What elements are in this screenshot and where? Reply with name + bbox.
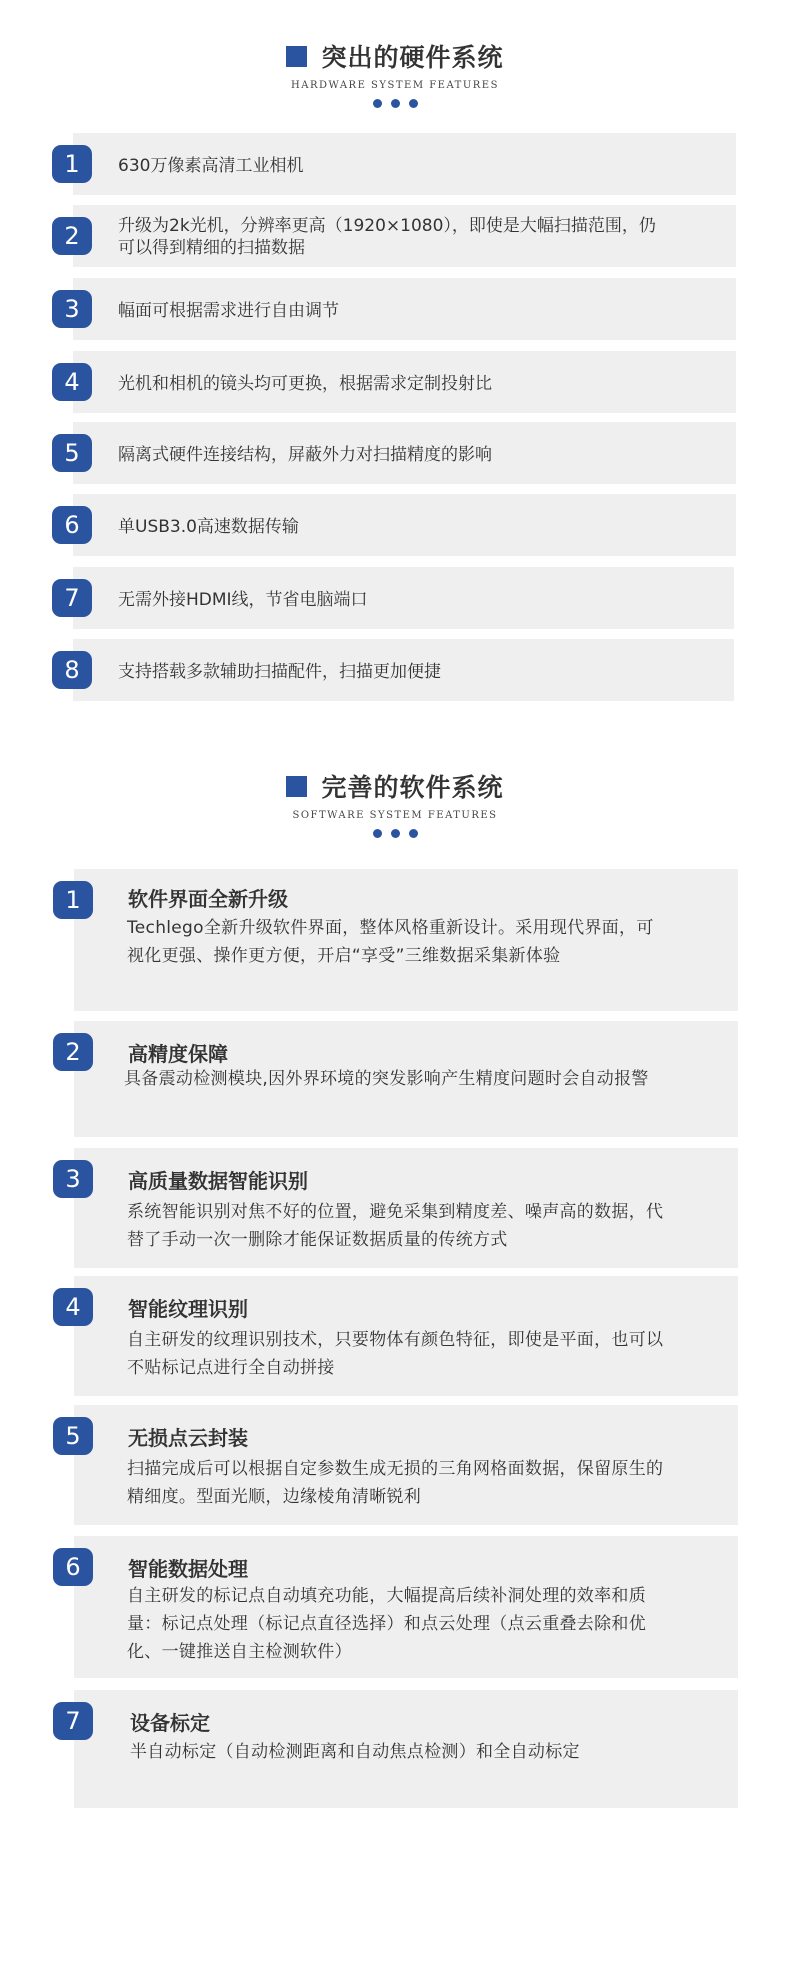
hardware-item bbox=[0, 205, 790, 267]
number-badge: 2 bbox=[52, 217, 92, 255]
software-item-title: 智能数据处理 bbox=[128, 1557, 248, 1581]
hardware-item-text: 光机和相机的镜头均可更换，根据需求定制投射比 bbox=[118, 374, 492, 394]
hardware-item-text: 单USB3.0高速数据传输 bbox=[118, 517, 299, 537]
software-subtitle: SOFTWARE SYSTEM FEATURES bbox=[292, 810, 498, 821]
hardware-subtitle: HARDWARE SYSTEM FEATURES bbox=[291, 80, 499, 91]
hardware-item bbox=[0, 278, 790, 340]
hardware-item bbox=[0, 422, 790, 484]
title-square-icon bbox=[286, 46, 307, 67]
hardware-item-text: 支持搭载多款辅助扫描配件，扫描更加便捷 bbox=[118, 662, 441, 682]
software-item-desc: 半自动标定（自动检测距离和自动焦点检测）和全自动标定 bbox=[130, 1742, 580, 1762]
hardware-item-text: 升级为2k光机，分辨率更高（1920×1080），即使是大幅扫描范围，仍可以得到精细的扫描数据 bbox=[118, 216, 656, 258]
dots-decoration bbox=[0, 99, 790, 108]
number-badge: 3 bbox=[52, 290, 92, 328]
number-badge: 6 bbox=[53, 1548, 93, 1586]
number-badge: 7 bbox=[52, 579, 92, 617]
hardware-item bbox=[0, 567, 790, 629]
software-item bbox=[0, 869, 790, 1011]
number-badge: 1 bbox=[52, 145, 92, 183]
software-item-desc: 系统智能识别对焦不好的位置，避免采集到精度差、噪声高的数据，代替了手动一次一删除才能保证数据质量的传统方式 bbox=[127, 1202, 664, 1250]
software-item bbox=[0, 1021, 790, 1137]
software-item bbox=[0, 1405, 790, 1525]
number-badge: 4 bbox=[53, 1288, 93, 1326]
software-item-title: 设备标定 bbox=[130, 1711, 210, 1735]
hardware-section-header bbox=[0, 38, 790, 108]
software-item-title: 无损点云封装 bbox=[128, 1426, 248, 1450]
hardware-title: 突出的硬件系统 bbox=[321, 43, 504, 72]
number-badge: 6 bbox=[52, 506, 92, 544]
software-item-title: 高质量数据智能识别 bbox=[128, 1169, 308, 1193]
number-badge: 8 bbox=[52, 651, 92, 689]
number-badge: 1 bbox=[53, 881, 93, 919]
software-item-title: 智能纹理识别 bbox=[128, 1297, 248, 1321]
number-badge: 3 bbox=[53, 1160, 93, 1198]
software-item-desc: 扫描完成后可以根据自定参数生成无损的三角网格面数据，保留原生的精细度。型面光顺，边缘棱角清晰锐利 bbox=[127, 1459, 664, 1507]
number-badge: 7 bbox=[53, 1702, 93, 1740]
software-item-desc: 自主研发的标记点自动填充功能，大幅提高后续补洞处理的效率和质量：标记点处理（标记点直径选择）和点云处理（点云重叠去除和优化、一键推送自主检测软件） bbox=[127, 1586, 646, 1662]
software-item-title: 高精度保障 bbox=[128, 1042, 228, 1066]
software-title: 完善的软件系统 bbox=[321, 773, 504, 802]
software-item-desc: Techlego全新升级软件界面，整体风格重新设计。采用现代界面，可视化更强、操作更方便，开启“享受”三维数据采集新体验 bbox=[127, 918, 654, 966]
hardware-item-text: 630万像素高清工业相机 bbox=[118, 156, 304, 176]
hardware-item-text: 隔离式硬件连接结构，屏蔽外力对扫描精度的影响 bbox=[118, 445, 492, 465]
software-item-desc: 具备震动检测模块,因外界环境的突发影响产生精度问题时会自动报警 bbox=[124, 1069, 649, 1089]
number-badge: 5 bbox=[53, 1417, 93, 1455]
hardware-item bbox=[0, 494, 790, 556]
number-badge: 4 bbox=[52, 363, 92, 401]
software-item-desc: 自主研发的纹理识别技术，只要物体有颜色特征，即使是平面，也可以不贴标记点进行全自动拼接 bbox=[127, 1330, 664, 1378]
hardware-item bbox=[0, 133, 790, 195]
software-item-title: 软件界面全新升级 bbox=[128, 887, 288, 911]
software-item bbox=[0, 1536, 790, 1678]
number-badge: 5 bbox=[52, 434, 92, 472]
number-badge: 2 bbox=[53, 1033, 93, 1071]
hardware-item-text: 无需外接HDMI线，节省电脑端口 bbox=[118, 590, 368, 610]
software-section-header bbox=[0, 768, 790, 838]
software-item bbox=[0, 1690, 790, 1808]
dots-decoration bbox=[0, 829, 790, 838]
software-item bbox=[0, 1276, 790, 1396]
software-item bbox=[0, 1148, 790, 1268]
hardware-item-text: 幅面可根据需求进行自由调节 bbox=[118, 301, 339, 321]
title-square-icon bbox=[286, 776, 307, 797]
hardware-item bbox=[0, 351, 790, 413]
hardware-item bbox=[0, 639, 790, 701]
